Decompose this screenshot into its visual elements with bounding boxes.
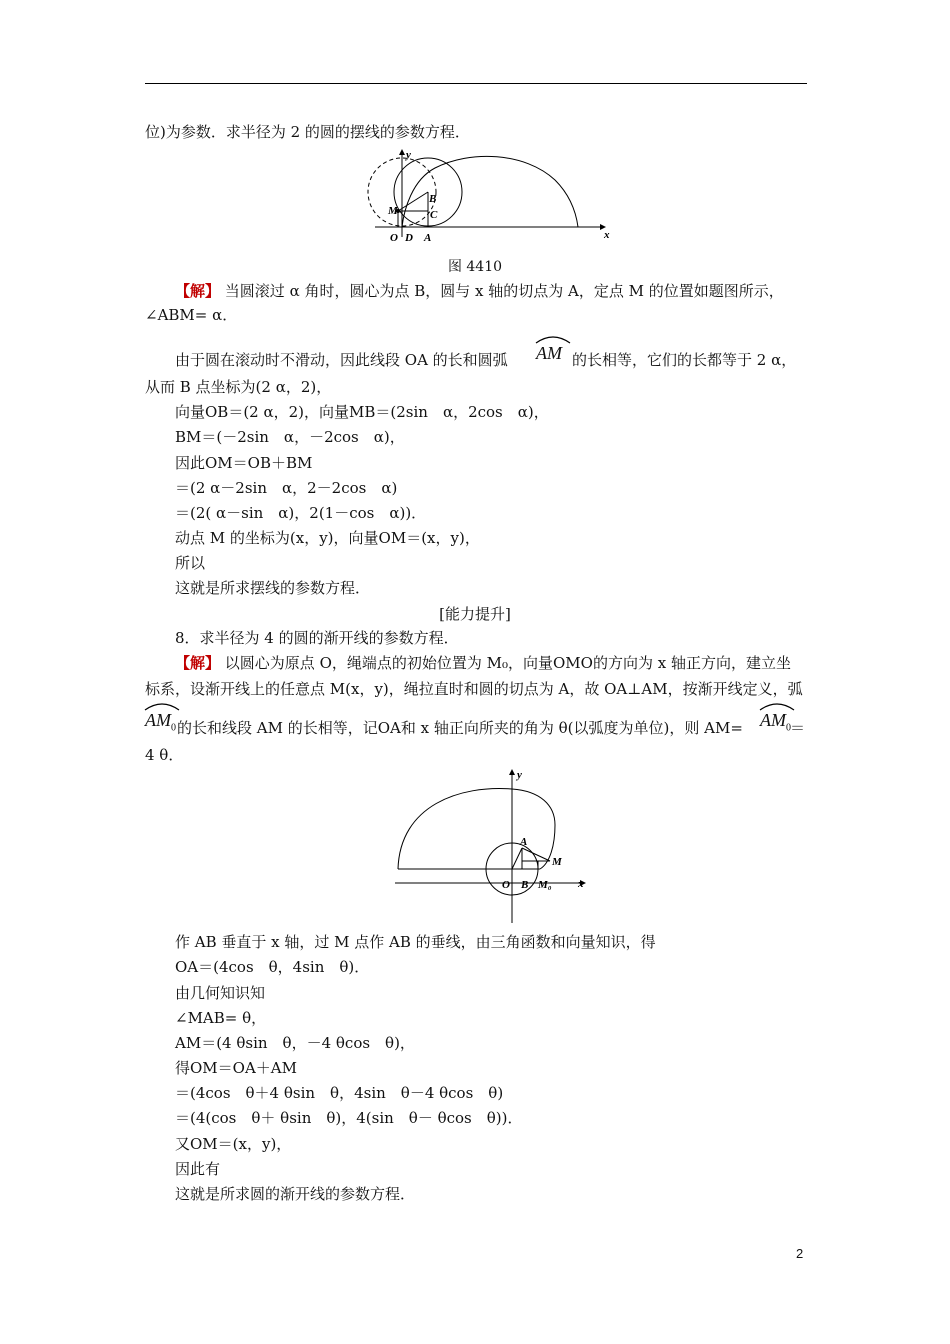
text-line: 所以: [175, 554, 206, 572]
section-heading: [能力提升]: [439, 605, 511, 623]
label-A: A: [520, 836, 528, 848]
text-line: ∠ABM= α．: [145, 306, 238, 324]
text-line: 这就是所求摆线的参数方程．: [175, 579, 371, 597]
text-line: BM＝(－2sin α，－2cos α)，: [175, 428, 405, 446]
text-line: 作 AB 垂直于 x 轴，过 M 点作 AB 的垂线，由三角函数和向量知识，得: [175, 933, 656, 951]
text-line: 因此有: [175, 1160, 221, 1178]
text-line: 位)为参数．求半径为 2 的圆的摆线的参数方程．: [145, 123, 470, 141]
text-line: 的长相等，它们的长都等于 2 α，: [572, 351, 797, 369]
text-line: 这就是所求圆的渐开线的参数方程．: [175, 1185, 416, 1203]
text-line: 从而 B 点坐标为(2 α，2)，: [145, 378, 332, 396]
text-line: OA＝(4cos θ，4sin θ)．: [175, 958, 370, 976]
solution-tag: 【解】: [175, 282, 221, 300]
figure-cycloid: [360, 140, 620, 245]
text-line: ∠MAB= θ，: [175, 1009, 267, 1027]
text-line: ＝(2( α－sin α)，2(1－cos α))．: [175, 504, 427, 522]
text-line: ＝: [790, 719, 806, 737]
solution-tag: 【解】: [175, 654, 221, 672]
text-line: 由于圆在滚动时不滑动，因此线段 OA 的长和圆弧: [175, 351, 508, 369]
text-line: 由几何知识知: [175, 984, 266, 1002]
label-O: O: [502, 879, 510, 891]
label-C: C: [430, 209, 438, 221]
text-line: 的长和线段 AM 的长相等，记OA和 x 轴正向所夹的角为 θ(以弧度为单位)，则 AM=: [177, 719, 743, 737]
label-y: y: [406, 149, 411, 161]
text-line: 【解】 以圆心为原点 O，绳端点的初始位置为 M₀，向量OMO的方向为 x 轴正方向，建立坐: [175, 654, 791, 672]
label-M: M: [552, 856, 562, 868]
label-A: A: [424, 232, 432, 244]
label-x: x: [578, 878, 584, 890]
label-y: y: [517, 769, 522, 781]
label-O: O: [390, 232, 398, 244]
text-line: ＝(2 α－2sin α，2－2cos α): [175, 479, 398, 497]
page-number: 2: [796, 1246, 804, 1261]
text-line: 4 θ．: [145, 746, 184, 764]
text-line: ＝(4(cos θ＋ θsin θ)，4(sin θ－ θcos θ))．: [175, 1109, 523, 1127]
label-M: M: [388, 205, 398, 217]
label-M0: M₀: [538, 879, 552, 891]
label-B: B: [429, 193, 437, 205]
text-line: 动点 M 的坐标为(x，y)，向量OM＝(x，y)，: [175, 529, 480, 547]
label-x: x: [604, 229, 610, 241]
label-D: D: [405, 232, 413, 244]
arc-AM: AM: [536, 343, 562, 364]
text-line: 得OM＝OA＋AM: [175, 1059, 297, 1077]
figure-involute: [390, 765, 600, 925]
arc-AM0: $AM_0$: [145, 710, 176, 734]
text-line: 标系，设渐开线上的任意点 M(x，y)，绳拉直时和圆的切点为 A，故 OA⊥AM，按渐开线定义，弧: [145, 680, 803, 698]
text-line: 【解】 当圆滚过 α 角时，圆心为点 B，圆与 x 轴的切点为 A，定点 M 的位置如题图所示，: [175, 282, 784, 300]
text-line: ＝(4cos θ＋4 θsin θ，4sin θ－4 θcos θ): [175, 1084, 504, 1102]
label-B: B: [521, 879, 529, 891]
text-line: 向量OB＝(2 α，2)，向量MB＝(2sin α，2cos α)，: [175, 403, 549, 421]
text-line: 因此OM＝OB＋BM: [175, 454, 313, 472]
text-line: 8．求半径为 4 的圆的渐开线的参数方程．: [175, 629, 459, 647]
figure-caption: 图 4410: [447, 259, 503, 275]
text-line: 又OM＝(x，y)，: [175, 1135, 292, 1153]
header-rule: [145, 83, 807, 84]
text-line: AM＝(4 θsin θ，－4 θcos θ)，: [175, 1034, 415, 1052]
arc-AM0-b: $AM_0$: [760, 710, 791, 734]
